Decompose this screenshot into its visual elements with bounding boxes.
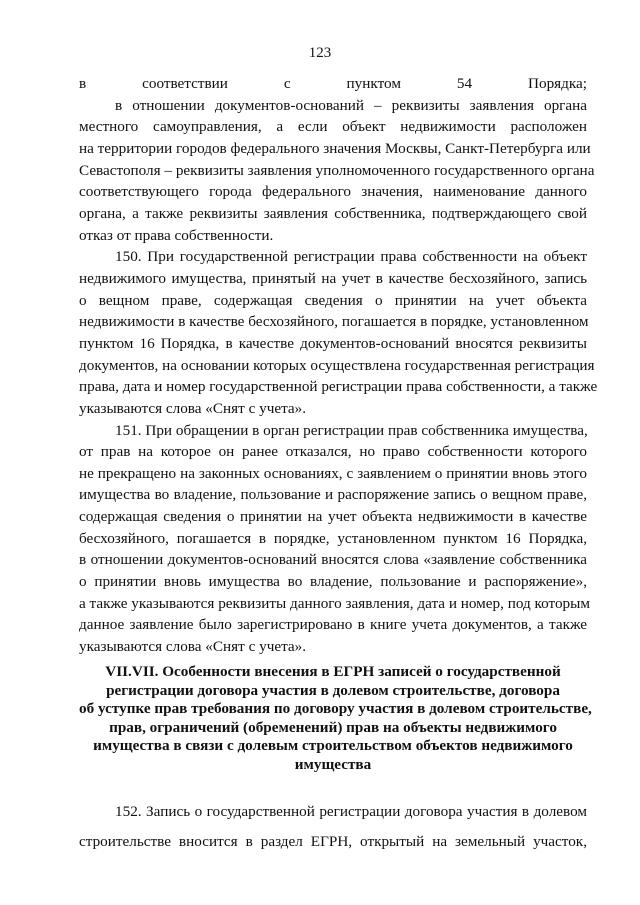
text-line: отказ от права собственности.: [79, 226, 274, 244]
text-line: от прав на которое он ранее отказался, но право собственности которого: [79, 443, 587, 461]
text-line: в соответствии с пунктом 54 Порядка;: [79, 75, 587, 92]
heading-line: VII.VII. Особенности внесения в ЕГРН записей о государственной: [105, 663, 561, 680]
text-line: недвижимого имущества, принятый на учет в качестве бесхозяйного, запись: [79, 269, 587, 287]
body-text-after-heading: [79, 797, 587, 857]
section-heading: [79, 663, 592, 775]
text-line: в отношении документов-оснований – реквизиты заявления органа: [115, 96, 587, 114]
text-line: пунктом 16 Порядка, в качестве документов-оснований вносятся реквизиты: [79, 334, 587, 352]
text-line: содержащая сведения о принятии на учет объекта недвижимости в качестве: [79, 508, 587, 526]
text-line: бесхозяйного, погашается в порядке, установленном пунктом 16 Порядка,: [79, 529, 587, 547]
text-line: соответствующего города федерального значения, наименование данного: [79, 183, 587, 201]
text-line: местного самоуправления, а если объект недвижимости расположен: [79, 118, 587, 136]
paragraph-151-line: 151. При обращении в орган регистрации прав собственника имущества,: [115, 421, 588, 439]
text-line: в отношении документов-оснований вносятся слова «заявление собственника: [79, 551, 587, 569]
text-line: не прекращено на законных основаниях, с заявлением о принятии вновь этого: [79, 464, 587, 482]
text-line: данное заявление было зарегистрировано в книге учета документов, а также: [79, 616, 587, 634]
heading-line: регистрации договора участия в долевом строительстве, договора: [106, 681, 560, 699]
text-line: права, дата и номер государственной регистрации права собственности, а также: [79, 378, 598, 396]
page-number: 123: [308, 45, 332, 61]
text-line: о принятии вновь имущества во владение, пользование и распоряжение»,: [79, 573, 587, 591]
text-line: о вещном праве, содержащая сведения о принятии на учет объекта: [79, 291, 587, 309]
text-line: Севастополя – реквизиты заявления уполномоченного государственного органа: [79, 161, 595, 179]
text-line: документов, на основании которых осуществлена государственная регистрация: [79, 356, 595, 374]
text-line: указываются слова «Снят с учета».: [79, 638, 307, 656]
heading-line: об уступке прав требования по договору участия в долевом строительстве,: [79, 700, 592, 718]
text-line: а также указываются реквизиты данного заявления, дата и номер, под которым: [79, 594, 590, 612]
heading-line: имущества в связи с долевым строительством объектов недвижимого: [93, 737, 573, 755]
heading-line: имущества: [294, 755, 372, 773]
text-line: строительстве вносится в раздел ЕГРН, открытый на земельный участок,: [79, 833, 587, 850]
text-line: недвижимости в качестве бесхозяйного, погашается в порядке, установленном: [79, 313, 589, 331]
text-line: на территории городов федерального значения Москвы, Санкт-Петербурга или: [79, 139, 591, 157]
paragraph-152-line: 152. Запись о государственной регистрации договора участия в долевом: [115, 803, 587, 820]
paragraph-150-line: 150. При государственной регистрации права собственности на объект: [115, 248, 587, 266]
heading-line: прав, ограничений (обременений) прав на объекты недвижимого: [109, 718, 557, 736]
text-line: органа, а также реквизиты заявления собственника, подтверждающего свой: [79, 204, 587, 222]
body-text: [79, 73, 598, 658]
text-line: имущества во владение, пользование и распоряжение запись о вещном праве,: [79, 486, 587, 504]
text-line: указываются слова «Снят с учета».: [79, 399, 307, 417]
